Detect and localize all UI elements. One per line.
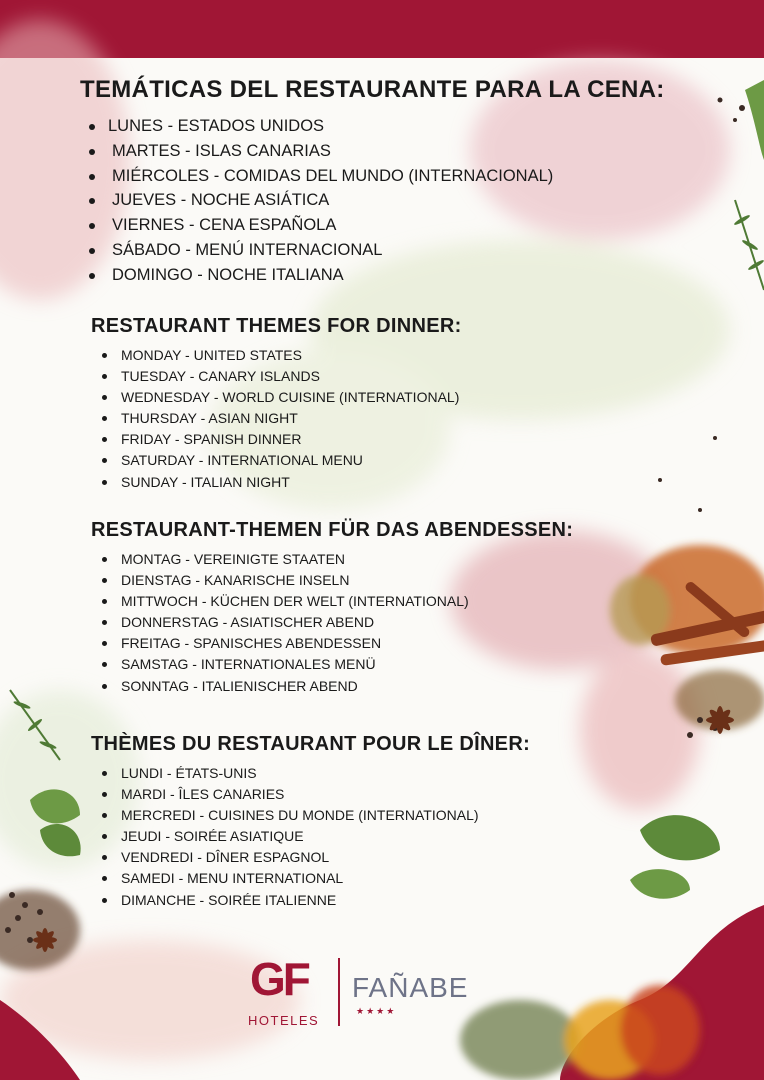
- hotel-logo: [246, 950, 506, 1030]
- list-item: SUNDAY - ITALIAN NIGHT: [0, 472, 459, 493]
- day-list-es: [0, 114, 553, 288]
- list-item: SAMEDI - MENU INTERNATIONAL: [0, 868, 479, 889]
- list-item: DIENSTAG - KANARISCHE INSELN: [0, 570, 469, 591]
- list-item: JEUDI - SOIRÉE ASIATIQUE: [0, 826, 479, 847]
- list-item: MITTWOCH - KÜCHEN DER WELT (INTERNATIONAL): [0, 591, 469, 612]
- list-item: SAMSTAG - INTERNATIONALES MENÜ: [0, 654, 469, 675]
- section-title-de: RESTAURANT-THEMEN FÜR DAS ABENDESSEN:: [91, 519, 574, 541]
- logo-divider: [338, 958, 340, 1026]
- list-item: JUEVES - NOCHE ASIÁTICA: [0, 188, 553, 213]
- list-item: MONTAG - VEREINIGTE STAATEN: [0, 549, 469, 570]
- list-item: DONNERSTAG - ASIATISCHER ABEND: [0, 612, 469, 633]
- logo-mark: GF: [250, 953, 308, 1005]
- day-list-fr: [0, 763, 479, 911]
- day-list-en: [0, 345, 459, 493]
- list-item: VENDREDI - DÎNER ESPAGNOL: [0, 847, 479, 868]
- list-item: VIERNES - CENA ESPAÑOLA: [0, 213, 553, 238]
- logo-stars: ★★★★: [356, 1006, 397, 1016]
- list-item: MIÉRCOLES - COMIDAS DEL MUNDO (INTERNACIONAL): [0, 164, 553, 189]
- list-item: LUNDI - ÉTATS-UNIS: [0, 763, 479, 784]
- list-item: THURSDAY - ASIAN NIGHT: [0, 408, 459, 429]
- section-title-es: TEMÁTICAS DEL RESTAURANTE PARA LA CENA:: [80, 76, 665, 103]
- list-item: DIMANCHE - SOIRÉE ITALIENNE: [0, 890, 479, 911]
- section-title-fr: THÈMES DU RESTAURANT POUR LE DÎNER:: [91, 733, 531, 755]
- list-item: DOMINGO - NOCHE ITALIANA: [0, 263, 553, 288]
- list-item: FRIDAY - SPANISH DINNER: [0, 429, 459, 450]
- list-item: MARDI - ÎLES CANARIES: [0, 784, 479, 805]
- section-title-en: RESTAURANT THEMES FOR DINNER:: [91, 315, 462, 337]
- logo-subtitle: HOTELES: [248, 1013, 320, 1028]
- logo-hotel-name: FAÑABE: [352, 972, 469, 1003]
- list-item: FREITAG - SPANISCHES ABENDESSEN: [0, 633, 469, 654]
- list-item: MARTES - ISLAS CANARIAS: [0, 139, 553, 164]
- list-item: TUESDAY - CANARY ISLANDS: [0, 366, 459, 387]
- list-item: MONDAY - UNITED STATES: [0, 345, 459, 366]
- list-item: MERCREDI - CUISINES DU MONDE (INTERNATIONAL): [0, 805, 479, 826]
- list-item: SÁBADO - MENÚ INTERNACIONAL: [0, 238, 553, 263]
- list-item: SONNTAG - ITALIENISCHER ABEND: [0, 676, 469, 697]
- day-list-de: [0, 549, 469, 697]
- list-item: WEDNESDAY - WORLD CUISINE (INTERNATIONAL): [0, 387, 459, 408]
- list-item: SATURDAY - INTERNATIONAL MENU: [0, 450, 459, 471]
- list-item: LUNES - ESTADOS UNIDOS: [0, 114, 553, 139]
